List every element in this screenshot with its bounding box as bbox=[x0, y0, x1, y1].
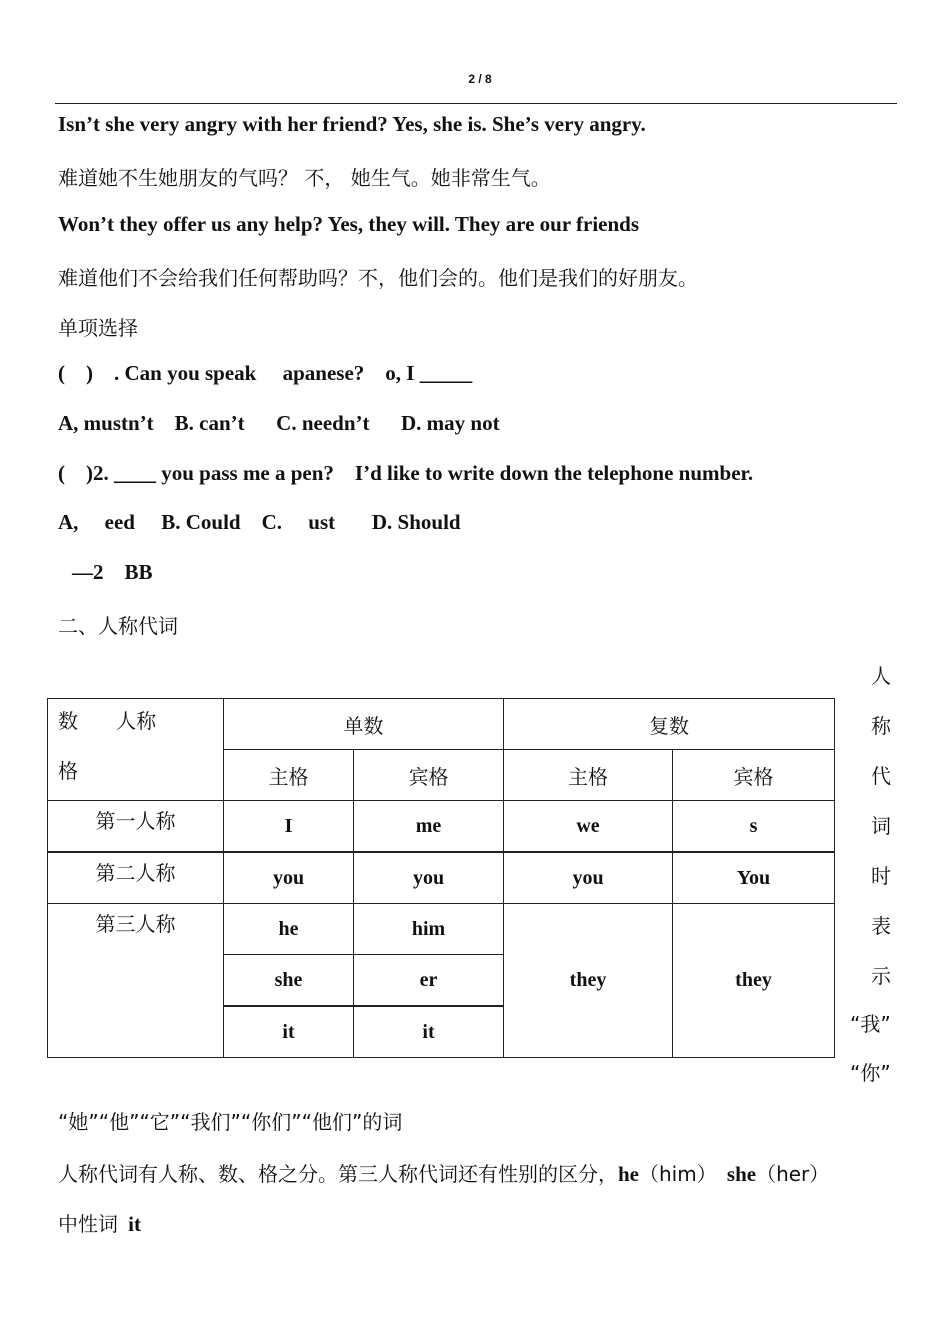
table-cell: it bbox=[354, 1006, 504, 1058]
side-char: 示 bbox=[871, 964, 891, 988]
side-char: 时 bbox=[871, 864, 891, 888]
section-heading-choice: 单项选择 bbox=[58, 316, 138, 340]
continuation-line: “她”“他”“它”“我们”“你们”“他们”的词 bbox=[58, 1110, 403, 1134]
corner-label-top: 数 人称 bbox=[58, 709, 157, 733]
header-rule bbox=[55, 103, 897, 104]
table-cell: s bbox=[673, 801, 835, 853]
question-2-options: A, eed B. Could C. ust D. Should bbox=[58, 510, 461, 534]
table-cell: you bbox=[354, 852, 504, 904]
row-label-third-person: 第三人称 bbox=[48, 904, 224, 1058]
table-cell: you bbox=[504, 852, 673, 904]
table-cell: I bbox=[224, 801, 354, 853]
pronoun-her: （her） bbox=[756, 1162, 830, 1186]
table-cell: him bbox=[354, 904, 504, 955]
side-char: “你” bbox=[850, 1061, 891, 1085]
section-heading-pronouns: 二、人称代词 bbox=[58, 614, 178, 638]
pronoun-he: he bbox=[618, 1162, 639, 1186]
sentence-english-2: Won’t they offer us any help? Yes, they will. They are our friends bbox=[58, 212, 640, 236]
header-plural-object: 宾格 bbox=[673, 750, 835, 801]
header-singular: 单数 bbox=[224, 699, 504, 750]
explanation-line bbox=[58, 1158, 829, 1187]
header-singular-subject: 主格 bbox=[224, 750, 354, 801]
sentence-chinese-1: 难道她不生她朋友的气吗？ 不， 她生气。她非常生气。 bbox=[58, 166, 551, 190]
explanation-text: 人称代词有人称、数、格之分。第三人称代词还有性别的区分， bbox=[58, 1162, 618, 1186]
sentence-english-1: Isn’t she very angry with her friend? Yes, she is. She’s very angry. bbox=[58, 112, 646, 136]
answer-line: —2 BB bbox=[72, 560, 153, 584]
corner-label-bottom: 格 bbox=[58, 759, 78, 783]
table-cell: we bbox=[504, 801, 673, 853]
header-plural: 复数 bbox=[504, 699, 835, 750]
table-corner-cell bbox=[48, 699, 224, 801]
neuter-label: 中性词 bbox=[58, 1212, 118, 1236]
question-2: ( )2. ____ you pass me a pen? I’d like to write down the telephone number. bbox=[58, 461, 754, 485]
side-char: 代 bbox=[871, 764, 891, 788]
pronoun-she: she bbox=[726, 1162, 757, 1186]
table-cell: You bbox=[673, 852, 835, 904]
table-cell: it bbox=[224, 1006, 354, 1058]
side-char: 称 bbox=[871, 714, 891, 738]
side-char: “我” bbox=[850, 1012, 891, 1036]
sentence-chinese-2: 难道他们不会给我们任何帮助吗？不，他们会的。他们是我们的好朋友。 bbox=[58, 266, 698, 290]
neuter-line bbox=[58, 1208, 141, 1237]
table-cell: they bbox=[504, 904, 673, 1058]
question-1-options: A, mustn’t B. can’t C. needn’t D. may not bbox=[58, 411, 500, 435]
side-char: 人 bbox=[871, 664, 891, 688]
table-cell: they bbox=[673, 904, 835, 1058]
row-label-first-person: 第一人称 bbox=[48, 801, 224, 853]
table-cell: me bbox=[354, 801, 504, 853]
question-1: ( ) . Can you speak apanese? o, I _____ bbox=[58, 361, 473, 385]
side-char: 表 bbox=[871, 914, 891, 938]
table-cell: she bbox=[224, 955, 354, 1007]
header-plural-subject: 主格 bbox=[504, 750, 673, 801]
pronoun-table bbox=[47, 698, 835, 1058]
page-number: 2 / 8 bbox=[468, 72, 492, 86]
side-char: 词 bbox=[871, 814, 891, 838]
table-cell: he bbox=[224, 904, 354, 955]
table-cell: er bbox=[354, 955, 504, 1007]
pronoun-him: （him） bbox=[639, 1162, 717, 1186]
row-label-second-person: 第二人称 bbox=[48, 852, 224, 904]
header-singular-object: 宾格 bbox=[354, 750, 504, 801]
pronoun-it: it bbox=[128, 1212, 141, 1236]
table-cell: you bbox=[224, 852, 354, 904]
